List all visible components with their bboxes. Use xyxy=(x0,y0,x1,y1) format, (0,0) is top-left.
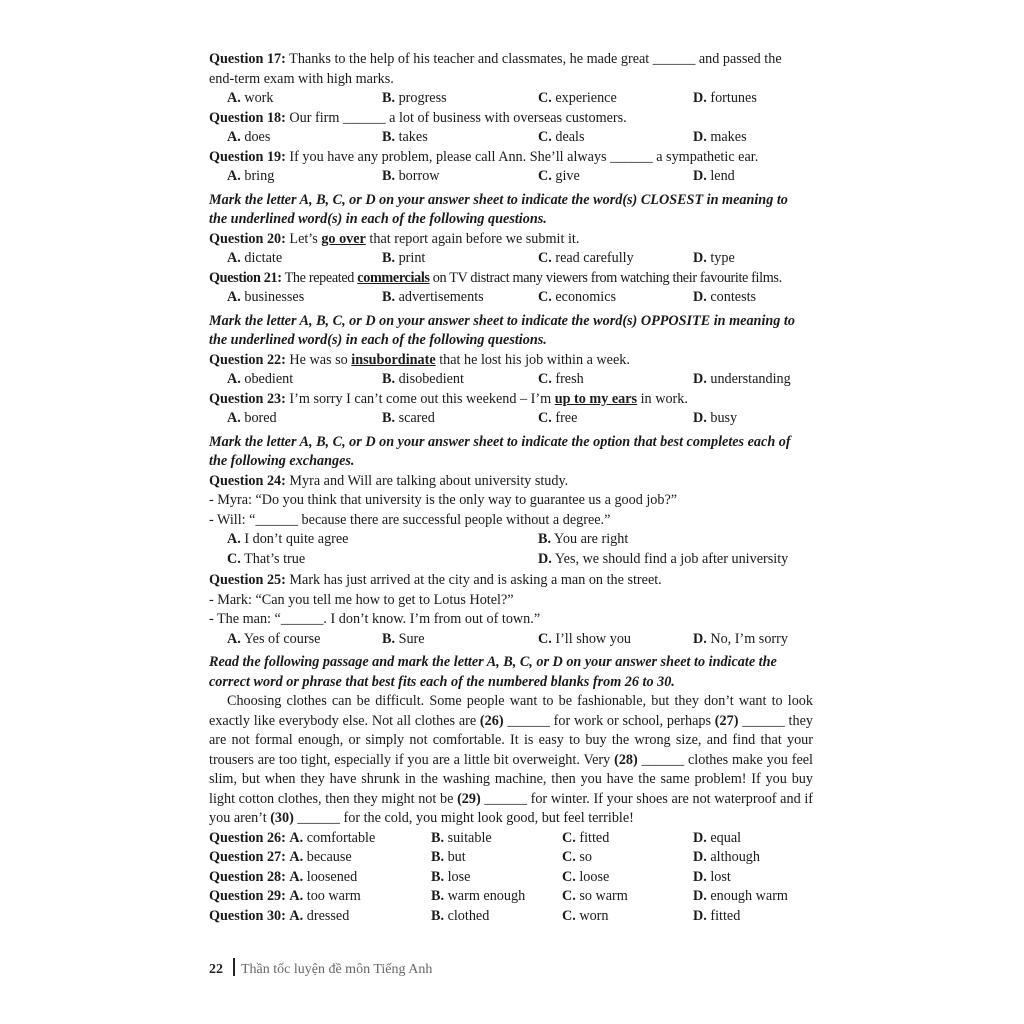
option-b: B. scared xyxy=(382,410,435,426)
question-23: Question 23: I’m sorry I can’t come out this weekend – I’m up to my ears in work. xyxy=(209,390,688,407)
page-footer xyxy=(209,958,432,978)
book-title: Thần tốc luyện đề môn Tiếng Anh xyxy=(241,962,433,977)
option-c: C. deals xyxy=(538,129,585,145)
option-a: A. work xyxy=(227,90,274,106)
option-c: C. give xyxy=(538,168,580,184)
option-d: D. type xyxy=(693,250,735,266)
option-d: D. lend xyxy=(693,168,735,184)
underlined-word: insubordinate xyxy=(351,351,436,368)
option-a: A. I don’t quite agree xyxy=(227,531,349,547)
options-row xyxy=(209,249,813,269)
page-number: 22 xyxy=(209,962,223,977)
exam-page xyxy=(209,50,813,926)
option-d: D. Yes, we should find a job after university xyxy=(538,550,789,567)
option-c: C. economics xyxy=(538,289,617,305)
option-d: D. understanding xyxy=(693,371,791,387)
dialogue-line: - The man: “______. I don’t know. I’m from out of town.” xyxy=(209,611,541,627)
underlined-word: up to my ears xyxy=(554,390,638,407)
option-b: B. takes xyxy=(382,129,428,145)
option-b: B. print xyxy=(382,250,426,266)
question-22: Question 22: He was so insubordinate that he lost his job within a week. xyxy=(209,351,630,368)
options-row xyxy=(209,370,813,390)
question-27: Question 27: A. because B. but C. so D. although xyxy=(209,849,760,865)
underlined-word: go over xyxy=(321,230,366,247)
question-text: Our firm ______ a lot of business with overseas customers. xyxy=(289,109,627,126)
question-19 xyxy=(209,148,813,168)
option-d: D. busy xyxy=(693,410,738,426)
question-18 xyxy=(209,109,813,129)
option-b: B. advertisements xyxy=(382,289,484,305)
question-29: Question 29: A. too warm B. warm enough C. so warm D. enough warm xyxy=(209,888,788,904)
options-row xyxy=(209,288,813,308)
option-a: A. Yes of course xyxy=(227,630,321,647)
option-c: C. I’ll show you xyxy=(538,630,632,647)
reading-passage: Choosing clothes can be difficult. Some people want to be fashionable, but they don’t want to look exactly like everybody else. Not all clothes are (26) ______ for work or school, perhaps (27) ______ they are not formal enough, or simply not comfortable. It is easy to buy the wrong size, and find that your trousers are too tight, especially if you are a little bit overweight. Very (28) ______ clothes make you feel slim, but when they have shrunk in the washing machine, then you have the same problem! If you buy light cotton clothes, then they might not be (29) ______ for winter. If your shoes are not waterproof and if you aren’t (30) ______ for the cold, you might look good, but feel terrible! xyxy=(209,693,814,826)
option-b: B. You are right xyxy=(538,531,629,547)
options-row xyxy=(209,550,813,570)
dialogue-line: - Will: “______ because there are successful people without a degree.” xyxy=(209,511,611,528)
instruction-opposite: Mark the letter A, B, C, or D on your answer sheet to indicate the word(s) OPPOSITE in meaning to the underlined word(s) in each of the following questions. xyxy=(209,312,795,348)
options-row xyxy=(209,630,813,650)
options-row xyxy=(209,128,813,148)
blank-28: (28) xyxy=(614,751,638,768)
option-d: D. makes xyxy=(693,129,747,145)
option-c: C. free xyxy=(538,410,578,426)
instruction-exchanges: Mark the letter A, B, C, or D on your answer sheet to indicate the option that best completes each of the following exchanges. xyxy=(209,433,791,469)
option-c: C. fresh xyxy=(538,371,584,387)
question-25: Question 25: Mark has just arrived at the city and is asking a man on the street. xyxy=(209,572,662,588)
option-c: C. That’s true xyxy=(227,550,306,567)
question-label: Question 18: xyxy=(209,109,286,126)
option-a: A. does xyxy=(227,129,271,145)
options-row xyxy=(209,167,813,187)
option-d: D. contests xyxy=(693,289,757,305)
option-a: A. dictate xyxy=(227,250,283,266)
question-28: Question 28: A. loosened B. lose C. loose D. lost xyxy=(209,868,731,885)
option-c: C. experience xyxy=(538,90,617,106)
option-a: A. bored xyxy=(227,410,277,426)
question-21: Question 21: The repeated commercials on TV distract many viewers from watching their favourite films. xyxy=(209,269,782,286)
option-c: C. read carefully xyxy=(538,250,634,266)
options-row xyxy=(209,409,813,429)
options-row xyxy=(209,530,813,550)
option-d: D. fortunes xyxy=(693,90,757,106)
option-a: A. obedient xyxy=(227,371,294,387)
question-20: Question 20: Let’s go over that report again before we submit it. xyxy=(209,230,580,247)
options-row xyxy=(209,89,813,109)
question-label: Question 19: xyxy=(209,148,286,165)
option-b: B. disobedient xyxy=(382,371,464,387)
question-text-cont: end-term exam with high marks. xyxy=(209,70,394,87)
blank-30: (30) xyxy=(270,810,294,826)
option-b: B. Sure xyxy=(382,630,425,647)
option-a: A. businesses xyxy=(227,289,305,305)
blank-26: (26) xyxy=(479,712,504,729)
option-b: B. borrow xyxy=(382,168,440,184)
dialogue-line: - Myra: “Do you think that university is the only way to guarantee us a good job?” xyxy=(209,492,678,508)
question-text: Thanks to the help of his teacher and classmates, he made great ______ and passed the xyxy=(289,51,782,67)
instruction-passage: Read the following passage and mark the letter A, B, C, or D on your answer sheet to indicate the correct word or phrase that best fits each of the numbered blanks from 26 to 30. xyxy=(209,654,777,690)
option-b: B. progress xyxy=(382,90,447,106)
blank-29: (29) xyxy=(457,790,481,807)
option-d: D. No, I’m sorry xyxy=(693,630,788,647)
instruction-closest: Mark the letter A, B, C, or D on your answer sheet to indicate the word(s) CLOSEST in meaning to the underlined word(s) in each of the following questions. xyxy=(209,191,788,227)
underlined-word: commercials xyxy=(357,269,430,286)
question-text: If you have any problem, please call Ann. She’ll always ______ a sympathetic ear. xyxy=(289,148,759,165)
question-30: Question 30: A. dressed B. clothed C. worn D. fitted xyxy=(209,907,741,924)
question-24: Question 24: Myra and Will are talking about university study. xyxy=(209,472,569,489)
question-17 xyxy=(209,50,813,70)
question-26: Question 26: A. comfortable B. suitable C. fitted D. equal xyxy=(209,829,742,846)
question-label: Question 17: xyxy=(209,51,286,67)
footer-divider xyxy=(233,958,235,976)
option-a: A. bring xyxy=(227,168,275,184)
dialogue-line: - Mark: “Can you tell me how to get to Lotus Hotel?” xyxy=(209,591,514,608)
blank-27: (27) xyxy=(714,712,739,729)
